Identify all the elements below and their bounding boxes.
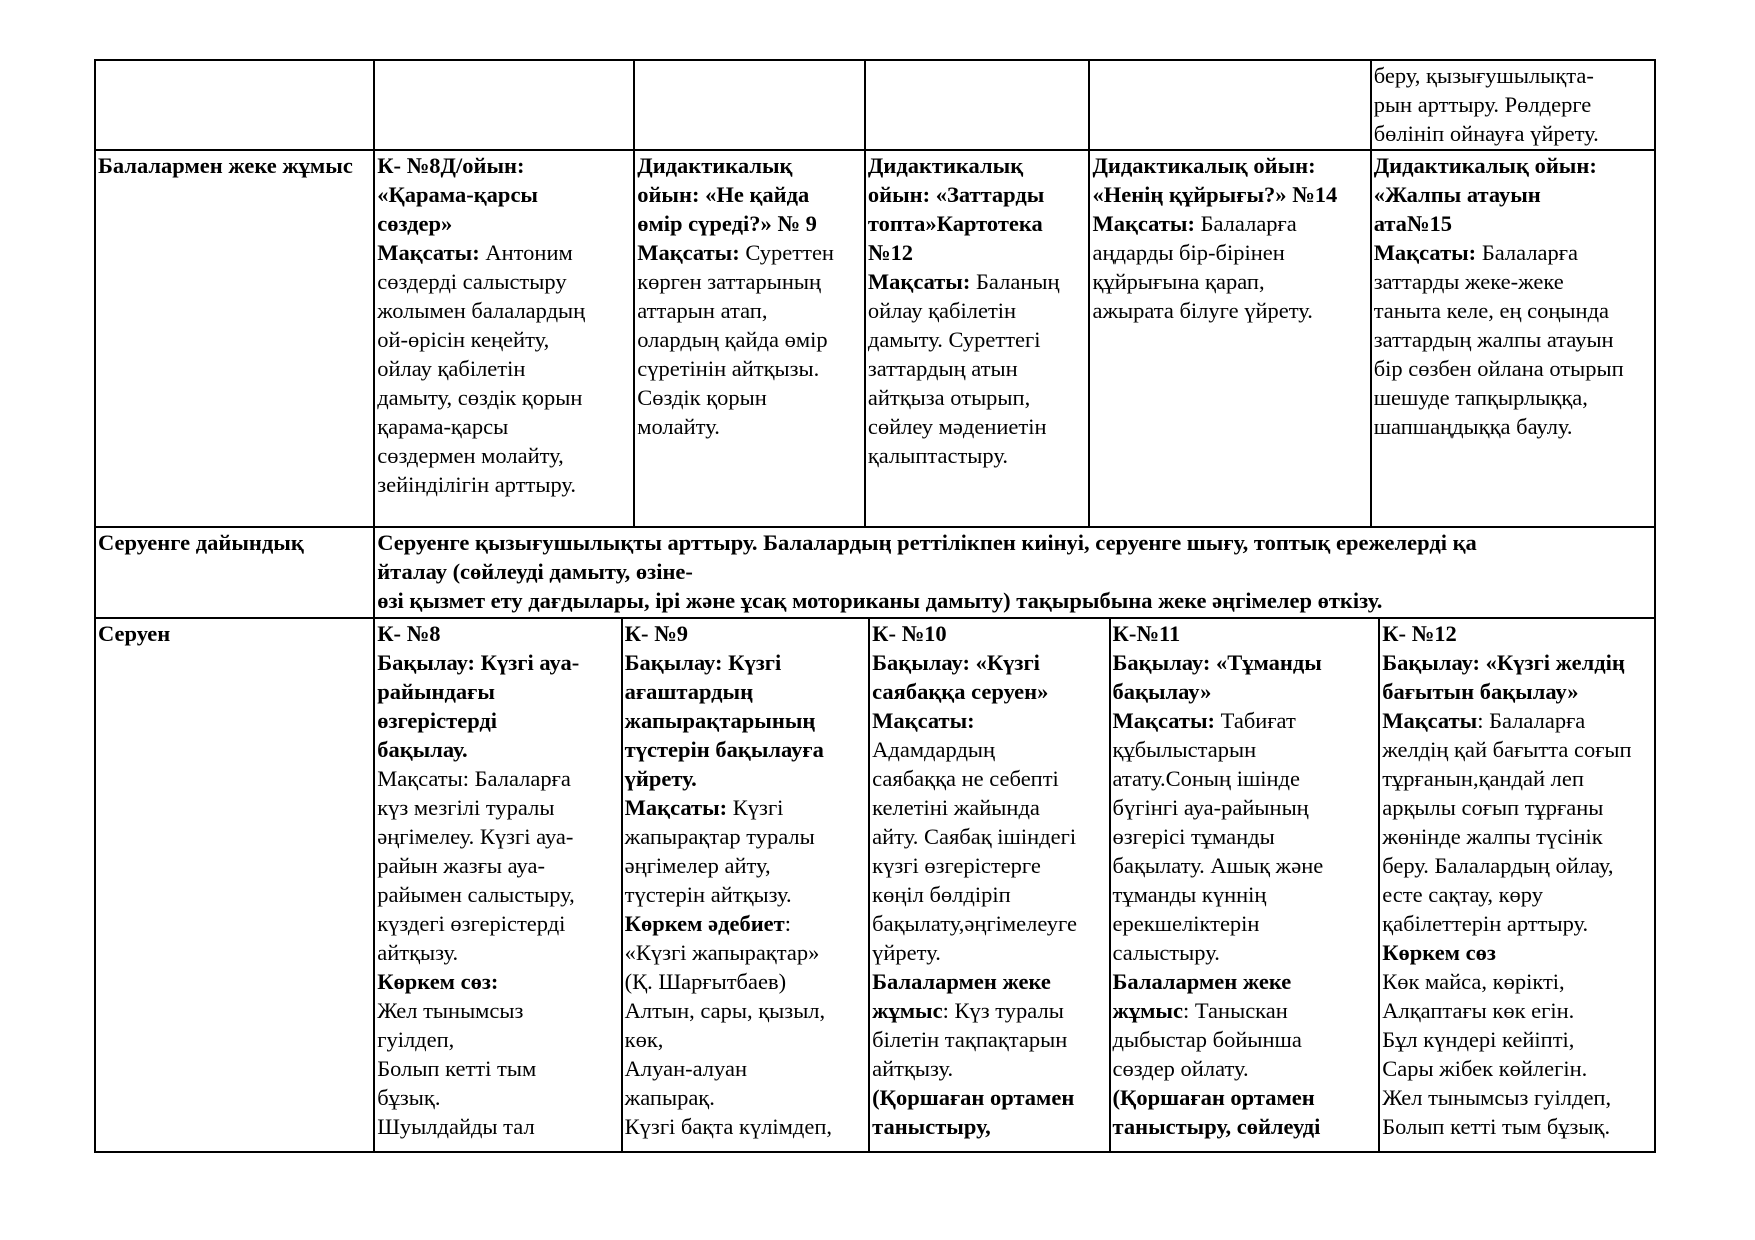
- goal-line: жөнінде жалпы түсінік: [1382, 824, 1603, 849]
- schedule-table-wrap: [94, 59, 1656, 1153]
- walk-title-line: К- №8: [377, 621, 441, 646]
- row-head: Серуенге дайындық: [95, 527, 374, 618]
- goal-line: қарама-қарсы: [377, 414, 509, 439]
- individual-label-line: Балалармен жеке: [1112, 969, 1292, 994]
- goal-line: олардың қайда өмір: [637, 327, 828, 352]
- prep-line: өзі қызмет ету дағдылары, ірі және ұсақ моториканы дамыту) тақырыбына жеке әңгімелер өткізу.: [377, 588, 1383, 613]
- poem-line: Көк майса, көрікті,: [1382, 969, 1565, 994]
- walk-text-line: райын жазғы ауа-: [377, 853, 545, 878]
- game-title-line: «Ненің құйрығы?» №14: [1092, 182, 1338, 207]
- row-head: Серуен: [95, 618, 374, 1152]
- walk-text-line: бақылату,әңгімелеуге: [872, 911, 1077, 936]
- cell-game-14: [1089, 150, 1370, 527]
- goal-label: Мақсаты:: [624, 795, 728, 820]
- goal-line: сөздермен молайту,: [377, 443, 564, 468]
- walk-text-line: күз мезгілі туралы: [377, 795, 555, 820]
- individual-line: дыбыстар бойынша: [1112, 1027, 1302, 1052]
- individual-line: айтқызу.: [872, 1056, 954, 1081]
- individual-line: [872, 996, 1106, 1025]
- goal-line: ажырата білуге үйрету.: [1092, 298, 1313, 323]
- game-title-line: ата№15: [1373, 211, 1453, 236]
- goal-line: бір сөзбен ойлана отырып: [1373, 356, 1624, 381]
- goal-line: жапырақтар туралы: [624, 824, 815, 849]
- goal-line: [637, 238, 862, 267]
- walk-text-line: күздегі өзгерістерді: [377, 911, 566, 936]
- poem-line: бұзық.: [377, 1085, 441, 1110]
- row-head-empty: [95, 60, 374, 150]
- game-title-line: топта»Картотека: [867, 211, 1043, 236]
- walk-text-line: үйрету.: [872, 940, 941, 965]
- poem-line: Болып кетті тым бұзық.: [1382, 1114, 1611, 1139]
- goal-line: көрген заттарының: [637, 269, 822, 294]
- goal-line: сөйлеу мәдениетін: [867, 414, 1047, 439]
- row-head: Балалармен жеке жұмыс: [95, 150, 374, 527]
- text-line: бөлініп ойнауға үйрету.: [1373, 121, 1599, 146]
- text-line: рын арттыру. Рөлдерге: [1373, 92, 1592, 117]
- goal-line: айтқыза отырып,: [867, 385, 1031, 410]
- individual-line: [1113, 996, 1377, 1025]
- walk-title-line: өзгерістерді: [377, 708, 498, 733]
- goal-line: беру. Балалардың ойлау,: [1382, 853, 1614, 878]
- goal-line: бүгінгі ауа-райының: [1112, 795, 1309, 820]
- walk-title-line: үйрету.: [624, 766, 697, 791]
- goal-text: Антоним: [479, 240, 573, 265]
- cell-walk-8: [375, 619, 621, 1151]
- cell-walk-group: [374, 618, 1655, 1152]
- goal-line: құйрығына қарап,: [1092, 269, 1265, 294]
- poem-line: «Күзгі жапырақтар»: [624, 940, 820, 965]
- goal-label: Мақсаты:: [1373, 240, 1477, 265]
- goal-line: Сөздік қорын: [637, 385, 767, 410]
- poem-line: Болып кетті тым: [377, 1056, 537, 1081]
- walk-text-line: әңгімелеу. Күзгі ауа-: [377, 824, 574, 849]
- walk-text-line: Мақсаты: Балаларға: [377, 766, 571, 791]
- table-row-individual-work: [95, 150, 1655, 527]
- goal-line: ерекшеліктерін: [1112, 911, 1260, 936]
- cell-walk-9: [622, 619, 869, 1151]
- poem-line: Алтын, сары, қызыл,: [624, 998, 826, 1023]
- individual-label-line: Балалармен жеке: [872, 969, 1051, 994]
- prep-line: Серуенге қызығушылықты арттыру. Балалардың реттілікпен киінуі, серуенге шығу, топтық ережелерді қа: [377, 530, 1477, 555]
- tail-line: таныстыру,: [872, 1114, 991, 1139]
- cell-empty: [634, 60, 865, 150]
- walk-title-line: бақылау.: [377, 737, 468, 762]
- goal-label: Мақсаты:: [1092, 211, 1195, 236]
- walk-text-line: көңіл бөлдіріп: [872, 882, 1011, 907]
- game-title-line: ойын: «Не қайда: [637, 182, 810, 207]
- game-title-line: Дидактикалық ойын:: [1092, 153, 1316, 178]
- goal-text: Суреттен: [739, 240, 834, 265]
- goal-text: Балаларға: [1194, 211, 1297, 236]
- goal-line: [868, 267, 1087, 296]
- poem-line: көк,: [624, 1027, 664, 1052]
- goal-line: қабілеттерін арттыру.: [1382, 911, 1589, 936]
- game-title-line: «Жалпы атауын: [1373, 182, 1541, 207]
- walk-text-line: келетіні жайында: [872, 795, 1040, 820]
- table-row-continuation: [95, 60, 1655, 150]
- goal-line: сүретінін айтқызы.: [637, 356, 820, 381]
- poem-line: (Қ. Шарғытбаев): [624, 969, 787, 994]
- cell-walk-11: [1110, 619, 1380, 1151]
- tail-line: (Қоршаған ортамен: [1112, 1085, 1315, 1110]
- goal-line: аңдарды бір-бірінен: [1092, 240, 1285, 265]
- goal-label: Мақсаты:: [637, 240, 740, 265]
- goal-line: [377, 238, 631, 267]
- walk-title-line: түстерін бақылауға: [624, 737, 824, 762]
- goal-line: құбылыстарын: [1112, 737, 1257, 762]
- goal-line: желдің қай бағытта соғып: [1382, 737, 1632, 762]
- table-row-walk: [95, 618, 1655, 1152]
- cell-walk-prep: [374, 527, 1655, 618]
- goal-line: түстерін айтқызу.: [624, 882, 792, 907]
- poem-line: Жел тынымсыз гуілдеп,: [1382, 1085, 1612, 1110]
- goal-line: тұманды күннің: [1112, 882, 1267, 907]
- poem-line: Алқаптағы көк егін.: [1382, 998, 1575, 1023]
- game-title-line: Дидактикалық ойын:: [1373, 153, 1597, 178]
- game-title-line: К- №8Д/ойын:: [377, 153, 525, 178]
- goal-line: өзгерісі тұманды: [1112, 824, 1275, 849]
- goal-line: салыстыру.: [1112, 940, 1220, 965]
- cell-game-9: [634, 150, 865, 527]
- goal-line: [1092, 209, 1367, 238]
- poem-line: Шуылдайды тал: [377, 1114, 535, 1139]
- goal-text: Баланың: [970, 269, 1060, 294]
- individual-label: жұмыс: [1112, 998, 1183, 1023]
- art-label: Көркем сөз: [1382, 940, 1496, 965]
- goal-line: [1374, 238, 1652, 267]
- individual-label: жұмыс: [872, 998, 943, 1023]
- goal-label: Мақсаты:: [1112, 708, 1216, 733]
- goal-line: [1382, 706, 1652, 735]
- walk-title-line: жапырақтарының: [624, 708, 816, 733]
- tail-line: таныстыру, сөйлеуді: [1112, 1114, 1321, 1139]
- walk-title-line: Бақылау: «Күзгі желдің: [1382, 650, 1625, 675]
- poem-line: Жел тынымсыз: [377, 998, 524, 1023]
- walk-title-line: райындағы: [377, 679, 495, 704]
- cell-empty: [865, 60, 1090, 150]
- walk-title-line: Бақылау: Күзгі: [624, 650, 782, 675]
- goal-line: таныта келе, ең соңында: [1373, 298, 1610, 323]
- game-title-line: №12: [867, 240, 913, 265]
- poem-line: Алуан-алуан: [624, 1056, 748, 1081]
- game-title-line: ойын: «Заттарды: [867, 182, 1045, 207]
- cell-walk-10: [869, 619, 1109, 1151]
- walk-text-line: Адамдардың: [872, 737, 996, 762]
- walk-title-line: Бақылау: «Тұманды: [1112, 650, 1322, 675]
- goal-line: атату.Соның ішінде: [1112, 766, 1300, 791]
- goal-line: ой-өрісін кеңейту,: [377, 327, 550, 352]
- walk-text-line: райымен салыстыру,: [377, 882, 575, 907]
- walk-text-line: саябаққа не себепті: [872, 766, 1059, 791]
- goal-label: Мақсаты:: [377, 240, 480, 265]
- goal-line: зейінділігін арттыру.: [377, 472, 577, 497]
- walk-title-line: Бақылау: «Күзгі: [872, 650, 1040, 675]
- art-colon: :: [784, 911, 791, 936]
- goal-line: шешуде тапқырлыққа,: [1373, 385, 1588, 410]
- cell-game-15: [1371, 150, 1655, 527]
- goal-line: сөздерді салыстыру: [377, 269, 567, 294]
- goal-line: ойлау қабілетін: [867, 298, 1017, 323]
- game-title-line: өмір сүреді?» № 9: [637, 211, 817, 236]
- goal-line: есте сақтау, көру: [1382, 882, 1543, 907]
- walk-text-line: айту. Саябақ ішіндегі: [872, 824, 1077, 849]
- goal-line: арқылы соғып тұрғаны: [1382, 795, 1604, 820]
- goal-label: Мақсаты: [1382, 708, 1478, 733]
- goal-line: молайту.: [637, 414, 720, 439]
- prep-line: йталау (сөйлеуді дамыту, өзіне-: [377, 559, 693, 584]
- goal-label: Мақсаты:: [867, 269, 971, 294]
- game-title-line: Дидактикалық: [867, 153, 1024, 178]
- goal-text: : Балаларға: [1477, 708, 1586, 733]
- walk-title-line: ағаштардың: [624, 679, 754, 704]
- cell-empty: [374, 60, 634, 150]
- individual-text: : Күз туралы: [942, 998, 1064, 1023]
- individual-line: білетін тақпақтарын: [872, 1027, 1068, 1052]
- tail-line: (Қоршаған ортамен: [872, 1085, 1075, 1110]
- walk-title-line: К- №12: [1382, 621, 1457, 646]
- text-line: беру, қызығушылықта-: [1373, 63, 1594, 88]
- poem-line: Бұл күндері кейіпті,: [1382, 1027, 1575, 1052]
- poem-line: жапырақ.: [624, 1085, 715, 1110]
- goal-text: Балаларға: [1476, 240, 1579, 265]
- goal-line: заттардың жалпы атауын: [1373, 327, 1614, 352]
- goal-line: заттарды жеке-жеке: [1373, 269, 1564, 294]
- walk-title-line: саябаққа серуен»: [872, 679, 1049, 704]
- walk-text-line: айтқызу.: [377, 940, 459, 965]
- walk-subtable: [375, 619, 1654, 1151]
- goal-line: жолымен балалардың: [377, 298, 586, 323]
- poem-line: Сары жібек көйлегін.: [1382, 1056, 1588, 1081]
- table-row-walk-prep: [95, 527, 1655, 618]
- goal-line: [1113, 706, 1377, 735]
- goal-line: қалыптастыру.: [867, 443, 1008, 468]
- goal-line: дамыту, сөздік қорын: [377, 385, 583, 410]
- walk-title-line: Бақылау: Күзгі ауа-: [377, 650, 580, 675]
- cell-game-8: [374, 150, 634, 527]
- poem-line: Күзгі бақта күлімдеп,: [624, 1114, 833, 1139]
- game-title-line: Дидактикалық: [637, 153, 793, 178]
- individual-text: : Таныскан: [1182, 998, 1288, 1023]
- goal-text: Күзгі: [727, 795, 784, 820]
- individual-line: сөздер ойлату.: [1112, 1056, 1249, 1081]
- cell-game-12: [865, 150, 1090, 527]
- goal-line: әңгімелер айту,: [624, 853, 771, 878]
- goal-line: [625, 793, 866, 822]
- goal-line: бақылату. Ашық және: [1112, 853, 1324, 878]
- art-line: [625, 909, 866, 938]
- walk-title-line: К- №9: [624, 621, 688, 646]
- walk-title-line: Мақсаты:: [872, 708, 975, 733]
- cell-walk-12: [1379, 619, 1654, 1151]
- walk-title-line: бақылау»: [1112, 679, 1212, 704]
- goal-line: аттарын атап,: [637, 298, 768, 323]
- schedule-table: [94, 59, 1656, 1153]
- goal-line: тұрғанын,қандай леп: [1382, 766, 1584, 791]
- walk-title-line: К-№11: [1112, 621, 1181, 646]
- poem-line: гуілдеп,: [377, 1027, 455, 1052]
- walk-text-line: күзгі өзгерістерге: [872, 853, 1041, 878]
- game-title-line: сөздер»: [377, 211, 453, 236]
- goal-text: Табиғат: [1215, 708, 1296, 733]
- cell-continuation-text: [1371, 60, 1655, 150]
- goal-line: ойлау қабілетін: [377, 356, 526, 381]
- goal-line: заттардың атын: [867, 356, 1018, 381]
- goal-line: дамыту. Суреттегі: [867, 327, 1041, 352]
- walk-title-line: бағытын бақылау»: [1382, 679, 1579, 704]
- cell-empty: [1089, 60, 1370, 150]
- game-title-line: «Қарама-қарсы: [377, 182, 538, 207]
- art-label: Көркем әдебиет: [624, 911, 785, 936]
- art-label: Көркем сөз:: [377, 969, 499, 994]
- goal-line: шапшаңдыққа баулу.: [1373, 414, 1573, 439]
- walk-title-line: К- №10: [872, 621, 947, 646]
